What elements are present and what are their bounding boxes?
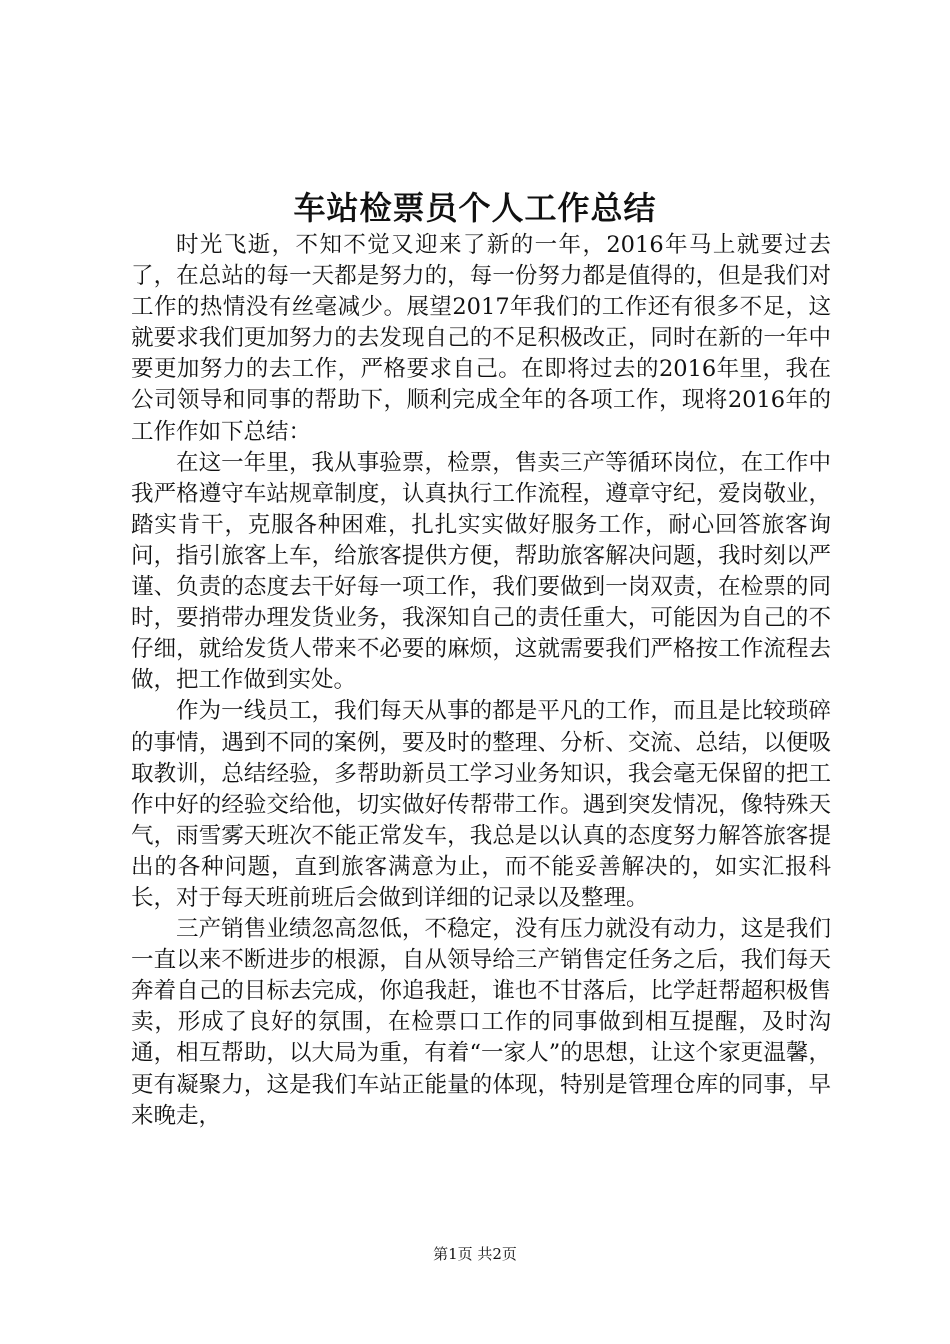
paragraph-3: 作为一线员工，我们每天从事的都是平凡的工作，而且是比较琐碎的事情，遇到不同的案例，要及时的整理、分析、交流、总结，以便吸取教训，总结经验，多帮助新员工学习业务知识，我会毫无保留的把工作中好的经验交给他，切实做好传帮带工作。遇到突发情况，像特殊天气，雨雪雾天班次不能正常发车，我总是以认真的态度努力解答旅客提出的各种问题，直到旅客满意为止，而不能妥善解决的，如实汇报科长，对于每天班前班后会做到详细的记录以及整理。 [131,698,831,911]
paragraph-4: 三产销售业绩忽高忽低，不稳定，没有压力就没有动力，这是我们一直以来不断进步的根源，自从领导给三产销售定任务之后，我们每天奔着自己的目标去完成，你追我赶，谁也不甘落后，比学赶帮超积极售卖，形成了良好的氛围，在检票口工作的同事做到相互提醒，及时沟通，相互帮助，以大局为重，有着“一家人”的思想，让这个家更温馨，更有凝聚力，这是我们车站正能量的体现，特别是管理仓库的同事，早来晚走， [131,916,831,1129]
document-title: 车站检票员个人工作总结 [293,189,657,227]
paragraph-2: 在这一年里，我从事验票，检票，售卖三产等循环岗位，在工作中我严格遵守车站规章制度，认真执行工作流程，遵章守纪，爱岗敬业，踏实肯干，克服各种困难，扎扎实实做好服务工作，耐心回答旅客询问，指引旅客上车，给旅客提供方便，帮助旅客解决问题，我时刻以严谨、负责的态度去干好每一项工作，我们要做到一岗双责，在检票的同时，要捎带办理发货业务，我深知自己的责任重大，可能因为自己的不仔细，就给发货人带来不必要的麻烦，这就需要我们严格按工作流程去做，把工作做到实处。 [131,449,831,694]
paragraph-1: 时光飞逝，不知不觉又迎来了新的一年，2016年马上就要过去了，在总站的每一天都是努力的，每一份努力都是值得的，但是我们对工作的热情没有丝毫减少。展望2017年我们的工作还有很多不足，这就要求我们更加努力的去发现自己的不足积极改正，同时在新的一年中要更加努力的去工作，严格要求自己。在即将过去的2016年里，我在公司领导和同事的帮助下，顺利完成全年的各项工作，现将2016年的工作作如下总结： [131,232,831,445]
page-number-footer: 第1页 共2页 [433,1245,517,1263]
document-body [131,230,831,1132]
